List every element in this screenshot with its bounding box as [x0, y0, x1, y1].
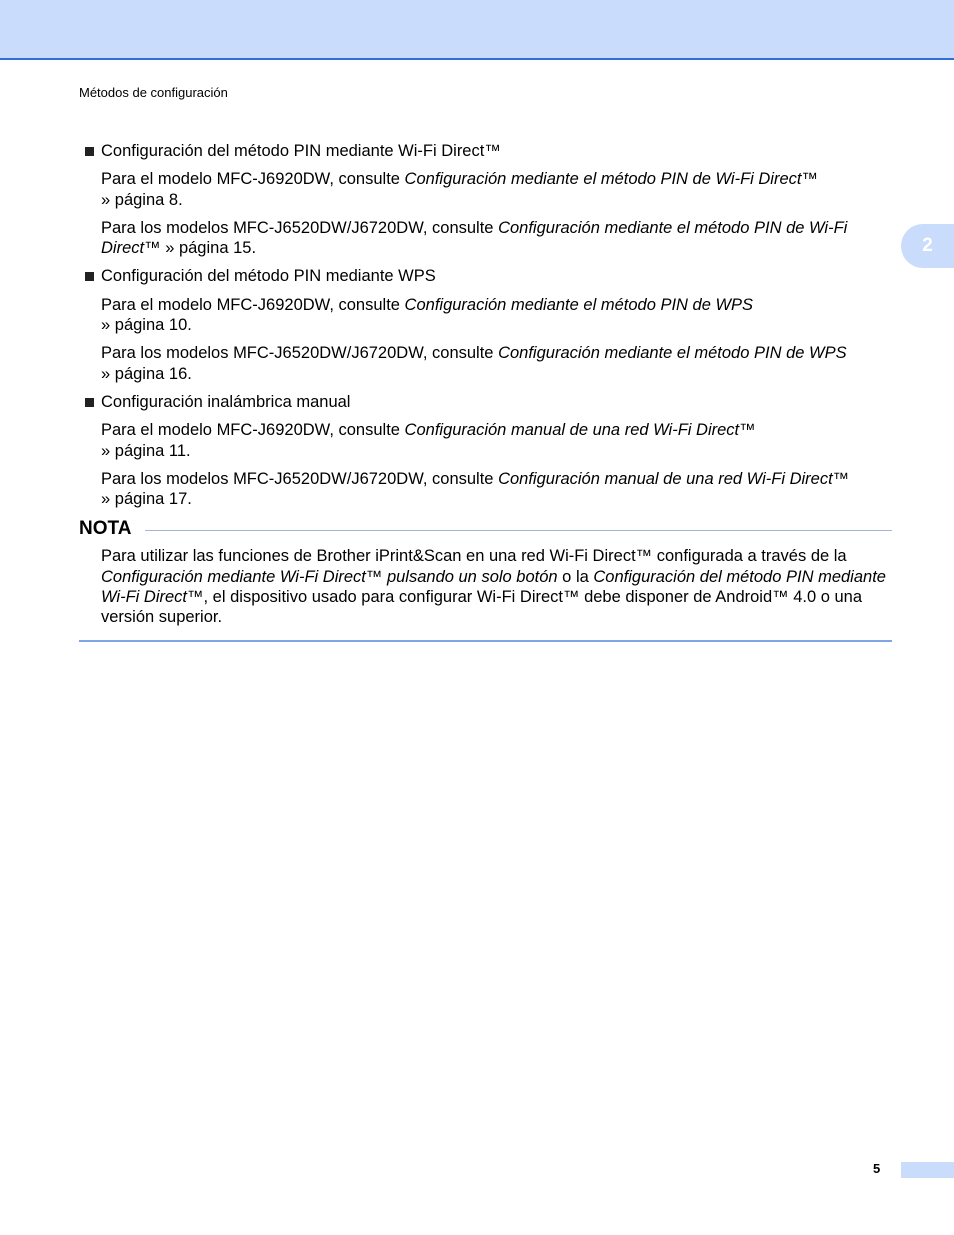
- cross-reference-link[interactable]: Configuración manual de una red Wi-Fi Direct™: [498, 469, 850, 488]
- reference-paragraph: Para el modelo MFC-J6920DW, consulte Configuración mediante el método PIN de Wi-Fi Direct™ » página 8.: [101, 170, 818, 209]
- square-bullet-icon: [85, 147, 94, 156]
- reference-paragraph: Para los modelos MFC-J6520DW/J6720DW, consulte Configuración manual de una red Wi-Fi Direct™ » página 17.: [101, 469, 850, 509]
- cross-reference-link[interactable]: Configuración mediante el método PIN de Wi-Fi Direct™: [101, 218, 848, 258]
- page-reference[interactable]: página 10.: [110, 316, 192, 335]
- square-bullet-icon: [85, 272, 94, 281]
- reference-paragraph: Para los modelos MFC-J6520DW/J6720DW, consulte Configuración mediante el método PIN de Wi-Fi Direct™ » página 15.: [101, 218, 848, 258]
- reference-paragraph: Para el modelo MFC-J6920DW, consulte Configuración manual de una red Wi-Fi Direct™ » página 11.: [101, 421, 756, 460]
- section-heading: Configuración del método PIN mediante WPS: [79, 266, 892, 286]
- double-arrow-icon: »: [165, 239, 175, 258]
- cross-reference-link[interactable]: Configuración manual de una red Wi-Fi Direct™: [404, 421, 756, 440]
- reference-paragraph: Para los modelos MFC-J6520DW/J6720DW, consulte Configuración mediante el método PIN de WPS » página 16.: [101, 344, 847, 383]
- section-heading: Configuración del método PIN mediante Wi-Fi Direct™: [79, 141, 892, 161]
- page-reference[interactable]: página 8.: [110, 190, 183, 209]
- double-arrow-icon: »: [101, 190, 111, 209]
- double-arrow-icon: »: [101, 364, 111, 383]
- page-reference[interactable]: página 16.: [110, 364, 192, 383]
- note-rule: [145, 530, 892, 531]
- page-number: 5: [873, 1161, 881, 1176]
- double-arrow-icon: »: [101, 490, 111, 509]
- page-reference[interactable]: página 11.: [110, 441, 191, 460]
- reference-paragraph: Para el modelo MFC-J6920DW, consulte Configuración mediante el método PIN de WPS » página 10.: [101, 295, 754, 335]
- header-band: [0, 0, 954, 60]
- cross-reference-link[interactable]: Configuración mediante el método PIN de Wi-Fi Direct™: [404, 170, 818, 189]
- note-bottom-rule: [79, 640, 892, 642]
- note-label: NOTA: [79, 518, 139, 540]
- running-head: Métodos de configuración: [79, 85, 228, 100]
- cross-reference-link[interactable]: Configuración mediante el método PIN de WPS: [404, 295, 754, 314]
- footer-band: [901, 1162, 954, 1178]
- note-body: Para utilizar las funciones de Brother iPrint&Scan en una red Wi-Fi Direct™ configurada a través de la Configuración mediante Wi-Fi Direct™ pulsando un solo botón o la Configuración del método PIN mediante Wi-Fi Direct™, el dispositivo usado para configurar Wi-Fi Direct™ debe disponer de Android™ 4.0 o una versión superior.: [101, 547, 886, 627]
- page-reference[interactable]: página 17.: [110, 490, 192, 509]
- square-bullet-icon: [85, 398, 94, 407]
- page-content: [79, 141, 892, 642]
- cross-reference-link[interactable]: Configuración mediante el método PIN de WPS: [498, 344, 847, 363]
- page-reference[interactable]: página 15.: [174, 239, 257, 258]
- note-header: [79, 518, 892, 540]
- double-arrow-icon: »: [101, 441, 111, 460]
- section-heading: Configuración inalámbrica manual: [79, 392, 892, 412]
- double-arrow-icon: »: [101, 316, 111, 335]
- chapter-tab[interactable]: 2: [901, 224, 954, 268]
